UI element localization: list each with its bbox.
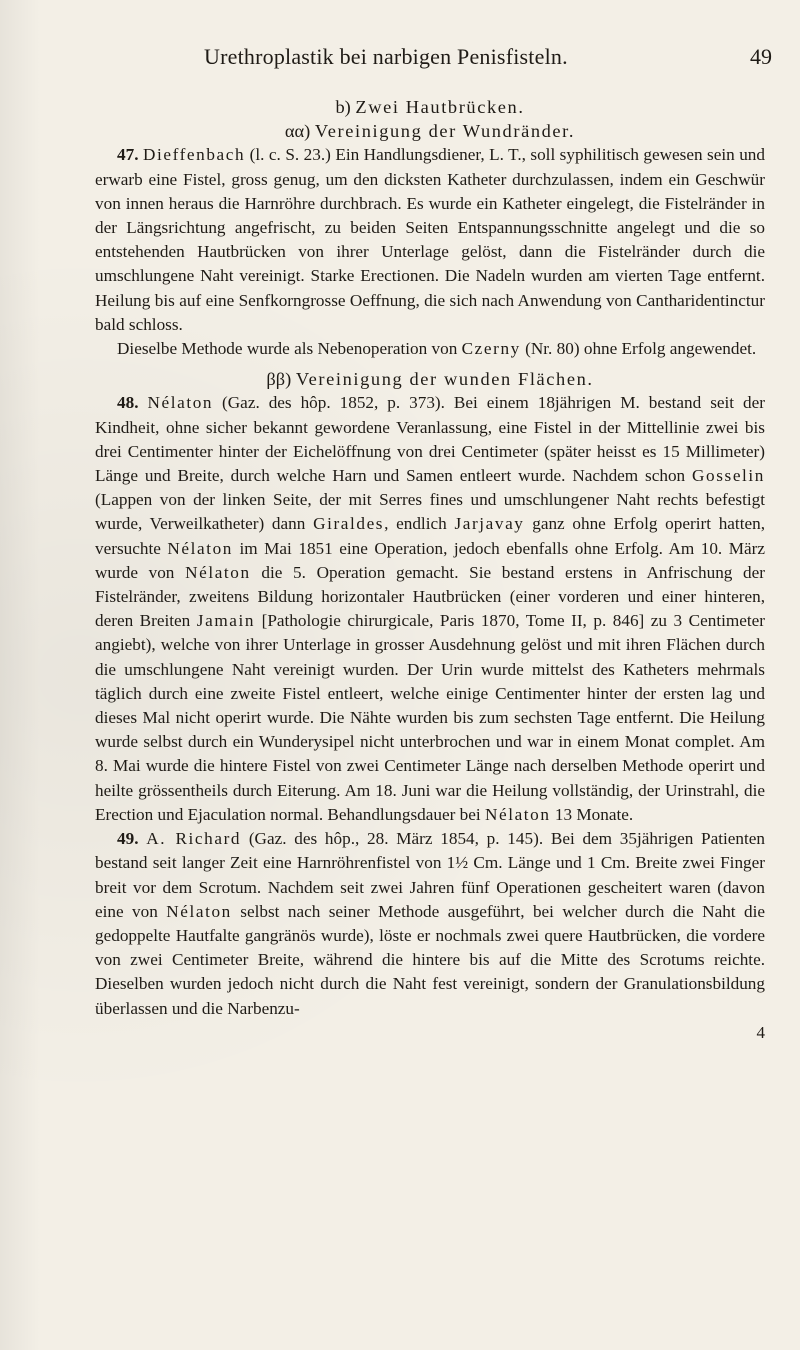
paragraph-text: selbst nach seiner Methode ausgeführt, bei welcher durch die Naht die gedoppelte Hautfalte gangränös wurde), löste er nochmals zwei quere Hautbrücken, die vordere von zwei Centimeter Breite, während die hintere bis auf die Mitte des Scrotums reichte. Dieselben wurden jedoch nicht durch die Naht fest vereinigt, sondern der Granulationsbildung überlassen und die Narbenzu- — [95, 901, 765, 1018]
page-number: 49 — [750, 44, 772, 69]
author-name: A. Richard — [146, 829, 242, 849]
author-name: Nélaton — [167, 538, 233, 558]
paragraph-47-note — [95, 337, 765, 361]
subsection-label: ββ) — [266, 369, 292, 390]
author-name: Nélaton — [185, 562, 251, 582]
paragraph-48 — [95, 391, 765, 827]
subsection-heading-aa — [95, 119, 765, 143]
author-name: Nélaton — [166, 901, 232, 921]
paragraph-text: (Nr. 80) ohne Erfolg angewendet. — [520, 339, 757, 359]
paragraph-text: [Pathologie chirurgicale, Paris 1870, Tome II, p. 846] zu 3 Centimeter angiebt), welche von ihrer Unterlage in grosser Ausdehnung gelöst und mit ihren Flächen durch die umschlungene Naht vereinigt wurden. Der Urin wurde mittelst des Katheters mehrmals täglich durch eine zweite Fistel entleert, welche einige Centimenter hinter der ersten lag und dieses Mal nicht operirt wurde. Die Nähte wurden bis zum sechsten Tage entfernt. Die Heilung wurde selbst durch ein Wunderysipel nicht unterbrochen und war in einem Monat complet. Am 8. Mai wurde die hintere Fistel von zwei Centimeter Länge nach derselben Methode operirt und heilte grössentheils durch Eiterung. Am 18. Juni war die Heilung vollständig, der Urinstrahl, die Erection und Ejaculation normal. Behandlungsdauer bei — [95, 611, 765, 824]
subsection-title: Vereinigung der wunden Flächen. — [295, 369, 594, 390]
paragraph-text: 13 Monate. — [550, 804, 634, 824]
subsection-title: Vereinigung der Wundränder. — [314, 121, 576, 142]
paragraph-text: ganz ohne Erfolg operirt hatten, versuchte — [95, 514, 766, 558]
section-label: b) — [335, 97, 351, 117]
running-title: Urethroplastik bei narbigen Penisfisteln. — [204, 44, 568, 69]
author-name: Nélaton — [147, 393, 214, 413]
paragraph-text: die 5. Operation gemacht. Sie bestand erstens in Anfrischung der Fistelränder, zweitens Bildung horizontaler Hautbrücken (einer vorderen und einer hinteren, deren Breiten — [95, 562, 765, 631]
author-name: Giraldes — [313, 514, 385, 534]
subsection-label: αα) — [284, 121, 311, 142]
section-heading-b — [95, 95, 765, 119]
author-name: Jarjavay — [454, 514, 525, 534]
paragraph-47 — [95, 143, 765, 337]
paragraph-text: (l. c. S. 23.) Ein Handlungsdiener, L. T., soll syphilitisch gewesen sein und erwarb eine Fistel, gross genug, um den dicksten Katheter durchzulassen, indem ein Geschwür von innen heraus die Harnröhre durchbrach. Es wurde ein Katheter eingelegt, die Fistelränder in der Längsrichtung angefrischt, zu beiden Seiten Entspannungsschnitte angelegt und die so entstehenden Hautbrücken von ihrer Unterlage gelöst, dann die Fistelränder durch die umschlungene Naht vereinigt. Starke Erectionen. Die Nadeln wurden am vierten Tage entfernt. Heilung bis auf eine Senfkorngrosse Oeffnung, die sich nach Anwendung von Cantharidentinctur bald schloss. — [95, 145, 765, 334]
case-number: 48. — [117, 393, 139, 413]
paragraph-49 — [95, 827, 765, 1021]
author-name: Jamain — [196, 611, 256, 631]
case-number: 49. — [117, 829, 139, 849]
case-number: 47. — [117, 145, 139, 165]
author-name: Czerny — [461, 339, 521, 359]
author-name: Dieffenbach — [142, 145, 246, 165]
running-header — [92, 44, 772, 76]
author-name: Gosselin — [692, 466, 765, 486]
paragraph-text: Dieselbe Methode wurde als Nebenoperation von — [117, 339, 462, 359]
author-name: Nélaton — [484, 804, 551, 824]
paragraph-text: (Gaz. des hôp., 28. März 1854, p. 145). Bei dem 35jährigen Patienten bestand seit langer Zeit eine Harnröhrenfistel von 1½ Cm. Länge und 1 Cm. Breite zwei Finger breit vor dem Scrotum. Nachdem seit zwei Jahren fünf Operationen gescheitert waren (davon eine von — [95, 829, 765, 921]
paragraph-text: , endlich — [384, 514, 455, 534]
signature-mark: 4 — [756, 1022, 765, 1042]
paragraph-text: (Lappen von der linken Seite, der mit Serres fines und umschlungener Naht rechts befestigt wurde, Verweilkatheter) dann — [95, 490, 765, 534]
paragraph-text: im Mai 1851 eine Operation, jedoch ebenfalls ohne Erfolg. Am 10. März wurde von — [95, 538, 765, 582]
body-text — [95, 95, 765, 1045]
section-title: Zwei Hautbrücken. — [355, 97, 525, 117]
paragraph-text: (Gaz. des hôp. 1852, p. 373). Bei einem 18jährigen M. bestand seit der Kindheit, ohne sicher bekannt gewordene Veranlassung, eine Fistel in der Mittellinie zwei bis drei Centimenter hinter der Eichelöffnung von drei Centimeter (später heisst es 15 Millimeter) Länge und Breite, durch welche Harn und Samen entleert wurde. Nachdem schon — [95, 393, 766, 486]
subsection-heading-bb — [95, 367, 765, 391]
